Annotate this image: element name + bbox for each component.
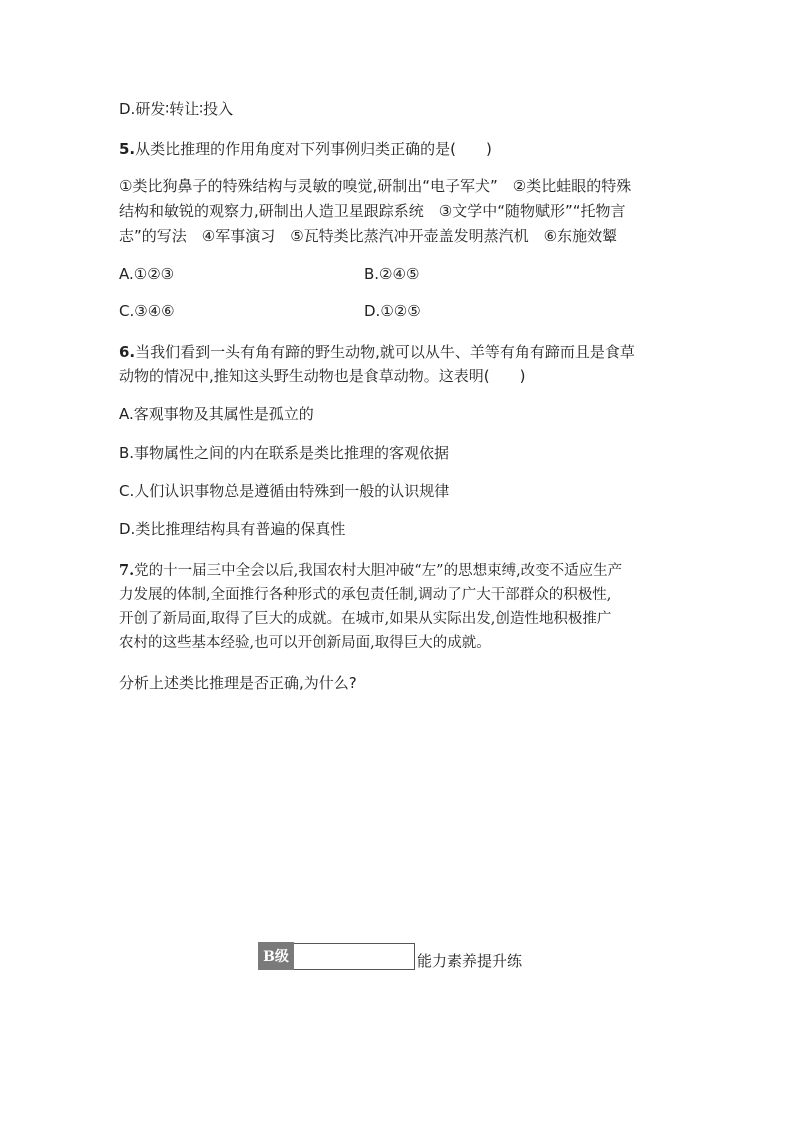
q7-question: 分析上述类比推理是否正确,为什么? (119, 674, 357, 692)
section-heading (258, 942, 522, 970)
q5-stem-text: 从类比推理的作用角度对下列事例归类正确的是( ) (135, 140, 492, 158)
section-title: 能力素养提升练 (417, 951, 523, 970)
q4-option-d: D.研发∶转让∶投入 (119, 100, 234, 118)
q6-number: 6. (119, 343, 136, 361)
q6-stem-line-2: 动物的情况中,推知这头野生动物也是食草动物。这表明( ) (119, 367, 526, 385)
q5-items-line-3: 志”的写法 ④军事演习 ⑤瓦特类比蒸汽冲开壶盖发明蒸汽机 ⑥东施效颦 (119, 227, 618, 245)
q5-option-c: C.③④⑥ (119, 302, 175, 320)
q6-stem-line-1 (119, 342, 635, 362)
q6-option-a: A.客观事物及其属性是孤立的 (119, 405, 314, 423)
q7-number: 7. (119, 562, 135, 579)
q5-items-line-2: 结构和敏锐的观察力,研制出人造卫星跟踪系统 ③文学中“随物赋形”“托物言 (119, 202, 626, 220)
q5-option-a: A.①②③ (119, 265, 175, 283)
q5-options-row-2 (119, 301, 421, 321)
q6-option-c: C.人们认识事物总是遵循由特殊到一般的认识规律 (119, 482, 450, 500)
q5-option-b: B.②④⑤ (364, 265, 420, 283)
q7-passage-line-1 (119, 561, 622, 581)
level-badge: B级 (258, 942, 294, 970)
heading-blank-box (294, 943, 415, 970)
q5-number: 5. (119, 140, 136, 158)
q6-option-b: B.事物属性之间的内在联系是类比推理的客观依据 (119, 444, 450, 462)
q5-options-row-1 (119, 264, 420, 284)
q7-passage-text-1: 党的十一届三中全会以后,我国农村大胆冲破“左”的思想束缚,改变不适应生产 (134, 563, 623, 579)
q5-stem (119, 139, 492, 159)
q7-passage-line-4: 农村的这些基本经验,也可以开创新局面,取得巨大的成就。 (119, 635, 491, 651)
q7-passage-line-3: 开创了新局面,取得了巨大的成就。在城市,如果从实际出发,创造性地积极推广 (119, 611, 612, 627)
q6-option-d: D.类比推理结构具有普遍的保真性 (119, 520, 346, 538)
q5-option-d: D.①②⑤ (364, 302, 421, 320)
q7-passage-line-2: 力发展的体制,全面推行各种形式的承包责任制,调动了广大干部群众的积极性, (119, 587, 612, 603)
q5-items-line-1: ①类比狗鼻子的特殊结构与灵敏的嗅觉,研制出“电子军犬” ②类比蛙眼的特殊 (119, 177, 632, 195)
q6-stem-text-1: 当我们看到一头有角有蹄的野生动物,就可以从牛、羊等有角有蹄而且是食草 (135, 343, 635, 361)
